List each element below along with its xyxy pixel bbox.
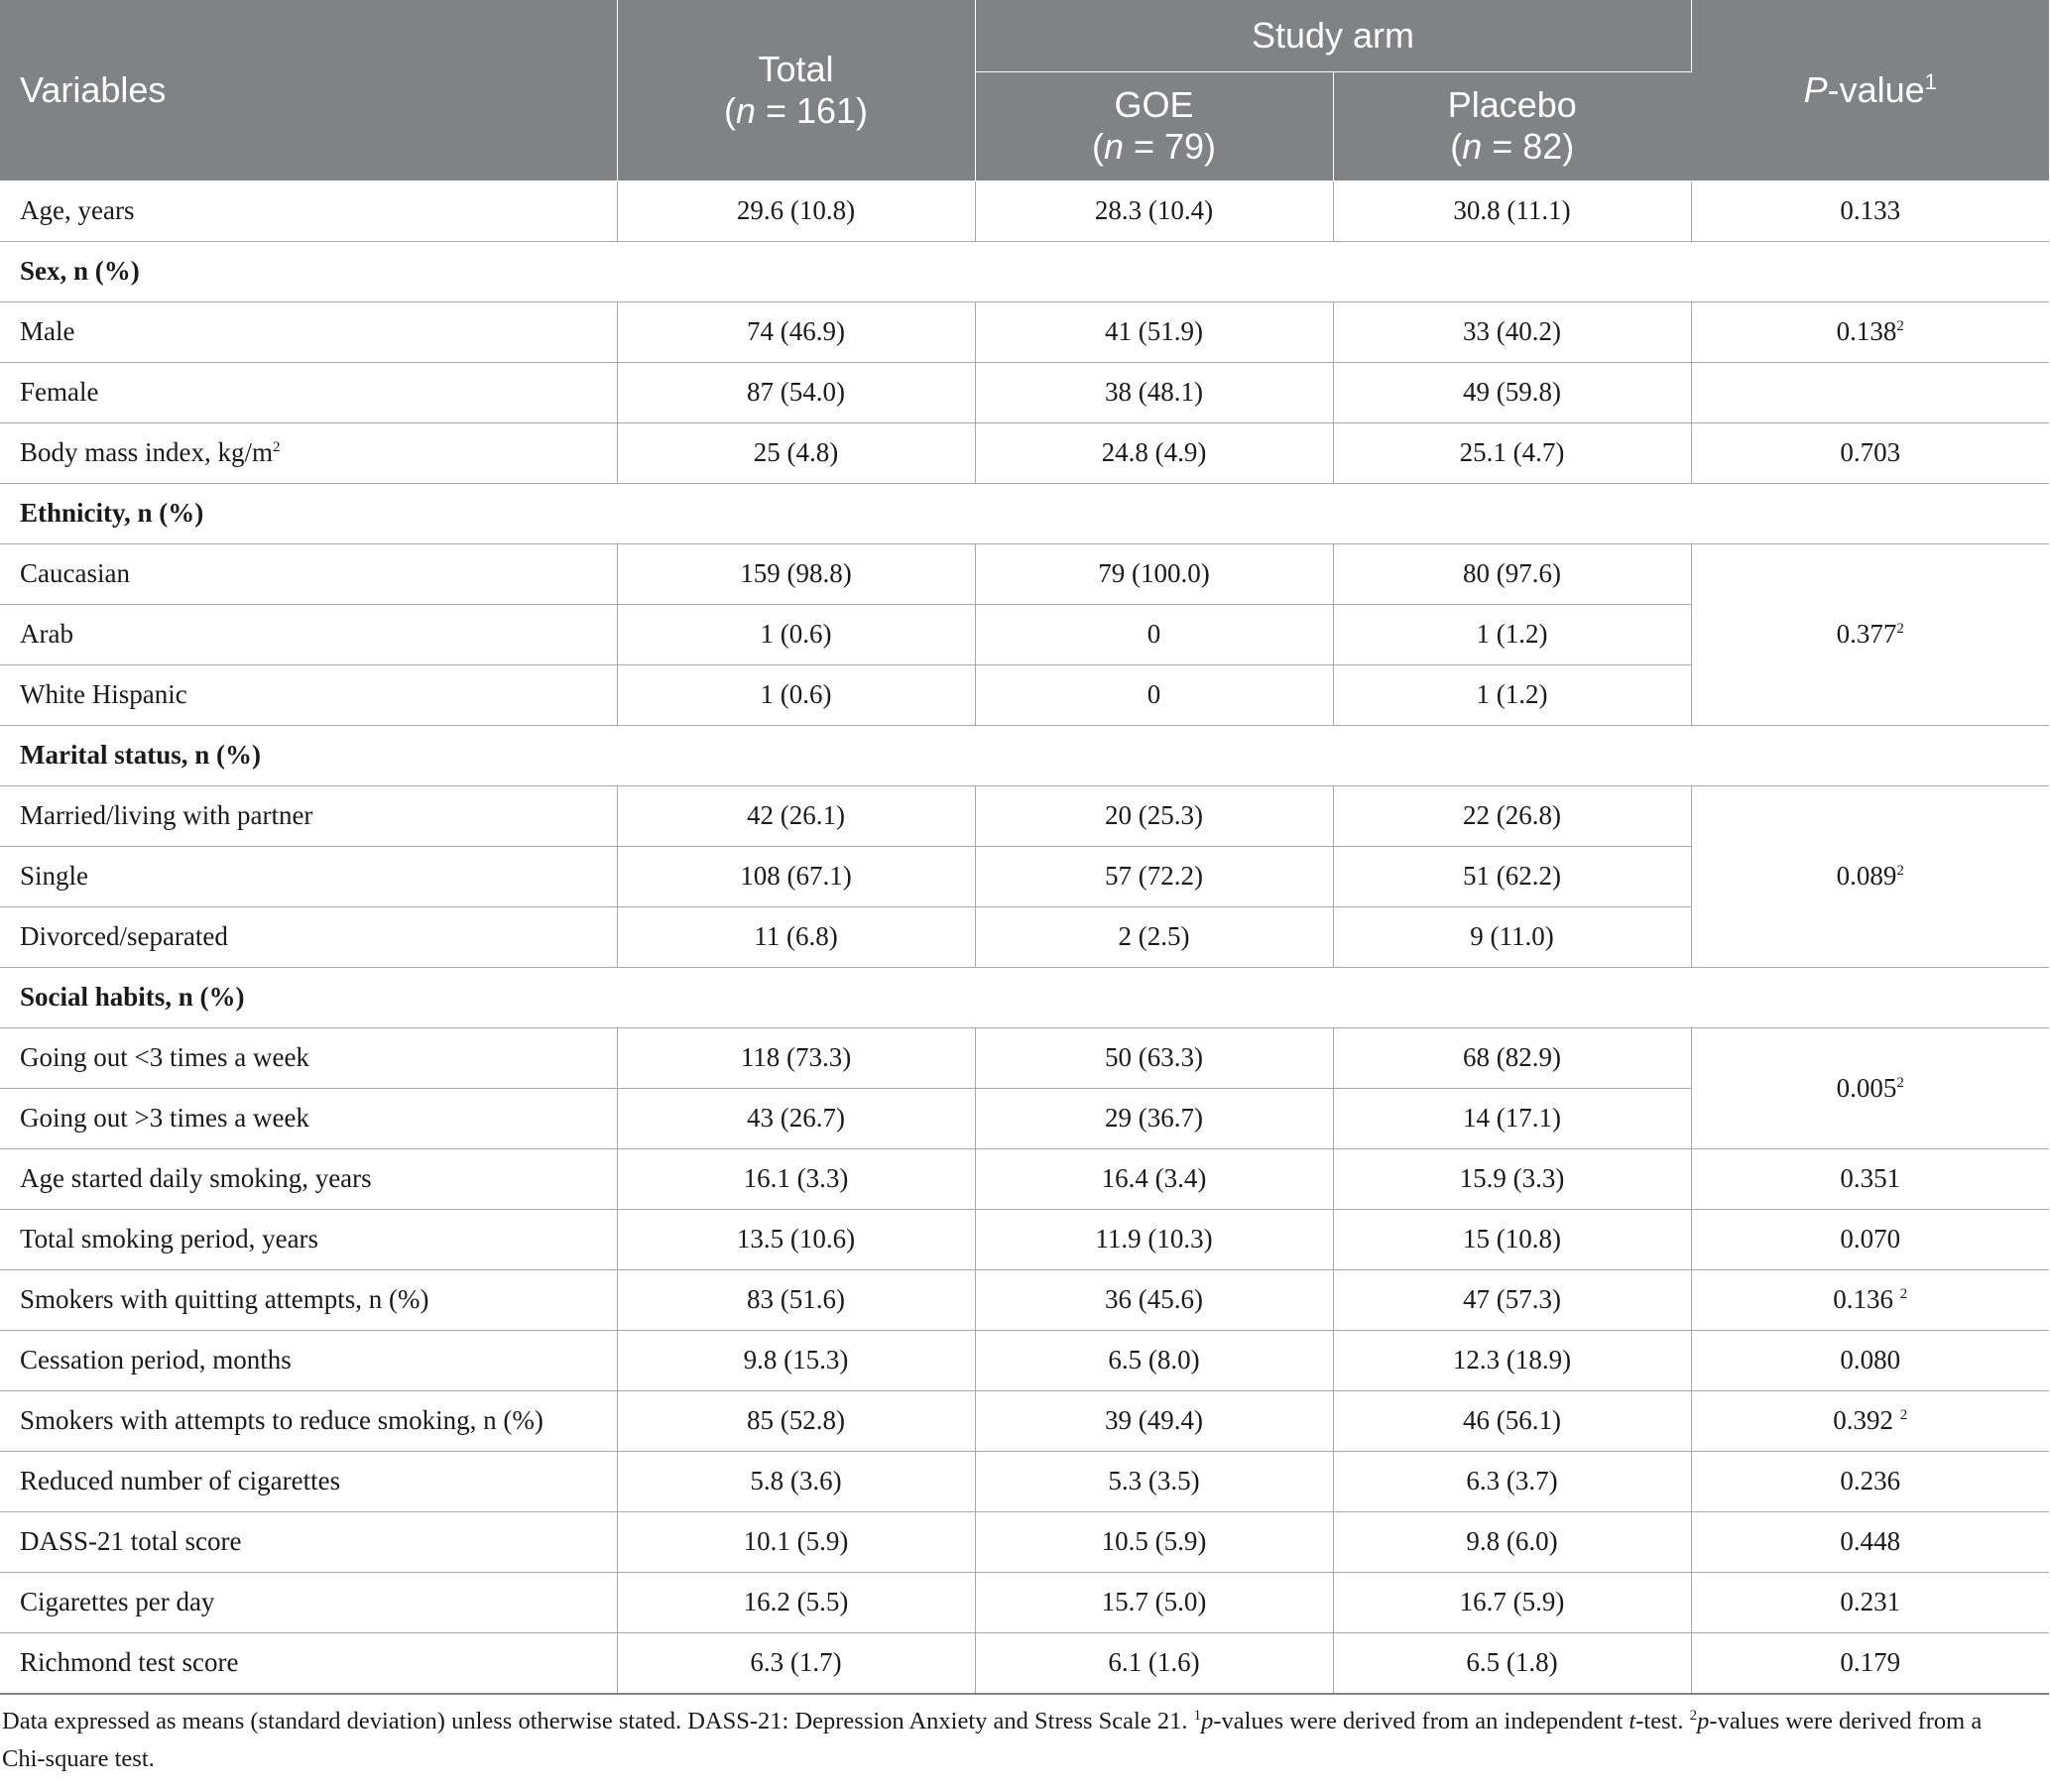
cell-placebo: 6.3 (3.7) — [1333, 1451, 1691, 1511]
table-row — [0, 1269, 2049, 1330]
cell-placebo: 15 (10.8) — [1333, 1209, 1691, 1269]
cell-placebo: 49 (59.8) — [1333, 362, 1691, 422]
cell-placebo: 1 (1.2) — [1333, 604, 1691, 664]
cell-pvalue: 0.231 — [1691, 1572, 2049, 1632]
cell-pvalue: 0.070 — [1691, 1209, 2049, 1269]
table-row — [0, 1511, 2049, 1572]
row-label: Richmond test score — [0, 1632, 617, 1694]
header-study-arm: Study arm — [975, 0, 1691, 71]
cell-placebo: 33 (40.2) — [1333, 301, 1691, 362]
header-total — [617, 0, 975, 180]
cell-total: 6.3 (1.7) — [617, 1632, 975, 1694]
cell-goe: 6.5 (8.0) — [975, 1330, 1333, 1390]
cell-pvalue: 0.179 — [1691, 1632, 2049, 1694]
cell-goe: 16.4 (3.4) — [975, 1148, 1333, 1209]
cell-placebo: 25.1 (4.7) — [1333, 422, 1691, 483]
table-body — [0, 180, 2049, 1694]
cell-total: 13.5 (10.6) — [617, 1209, 975, 1269]
cell-goe: 39 (49.4) — [975, 1390, 1333, 1451]
cell-total: 16.2 (5.5) — [617, 1572, 975, 1632]
row-label: Cessation period, months — [0, 1330, 617, 1390]
cell-goe: 57 (72.2) — [975, 846, 1333, 906]
row-label: Female — [0, 362, 617, 422]
cell-total: 118 (73.3) — [617, 1027, 975, 1088]
table-row — [0, 1330, 2049, 1390]
cell-total: 85 (52.8) — [617, 1390, 975, 1451]
table-row — [0, 301, 2049, 362]
cell-total: 87 (54.0) — [617, 362, 975, 422]
header-placebo-n: (n = 82) — [1450, 126, 1575, 167]
cell-goe: 24.8 (4.9) — [975, 422, 1333, 483]
row-label: Going out <3 times a week — [0, 1027, 617, 1088]
cell-goe: 6.1 (1.6) — [975, 1632, 1333, 1694]
cell-placebo: 9.8 (6.0) — [1333, 1511, 1691, 1572]
cell-goe: 38 (48.1) — [975, 362, 1333, 422]
cell-pvalue: 0.138$^2$ — [1691, 301, 2049, 362]
header-placebo — [1333, 71, 1691, 180]
row-label: Total smoking period, years — [0, 1209, 617, 1269]
cell-pvalue: 0.703 — [1691, 422, 2049, 483]
row-label: Arab — [0, 604, 617, 664]
cell-total: 16.1 (3.3) — [617, 1148, 975, 1209]
cell-goe: 20 (25.3) — [975, 785, 1333, 846]
cell-total: 11 (6.8) — [617, 906, 975, 967]
cell-goe: 0 — [975, 604, 1333, 664]
row-label: Age started daily smoking, years — [0, 1148, 617, 1209]
header-pvalue: P-value$^1$ — [1691, 0, 2049, 180]
cell-total: 43 (26.7) — [617, 1088, 975, 1148]
header-placebo-label: Placebo — [1447, 84, 1577, 125]
cell-pvalue — [1691, 362, 2049, 422]
cell-pvalue: 0.448 — [1691, 1511, 2049, 1572]
cell-pvalue: 0.133 — [1691, 180, 2049, 241]
cell-total: 83 (51.6) — [617, 1269, 975, 1330]
table-row — [0, 1027, 2049, 1088]
cell-placebo: 68 (82.9) — [1333, 1027, 1691, 1088]
cell-total: 1 (0.6) — [617, 664, 975, 725]
table-row — [0, 1632, 2049, 1694]
cell-placebo: 15.9 (3.3) — [1333, 1148, 1691, 1209]
header-variables: Variables — [0, 0, 617, 180]
cell-total: 29.6 (10.8) — [617, 180, 975, 241]
row-label: Reduced number of cigarettes — [0, 1451, 617, 1511]
header-goe-label: GOE — [1114, 84, 1194, 125]
cell-placebo: 22 (26.8) — [1333, 785, 1691, 846]
header-total-n: (n = 161) — [723, 89, 869, 131]
row-label: Caucasian — [0, 543, 617, 604]
row-label: Body mass index, $kg/m^2$ — [0, 422, 617, 483]
cell-goe: 15.7 (5.0) — [975, 1572, 1333, 1632]
section-ethnicity: Ethnicity, n (%) — [0, 483, 2049, 543]
table-row — [0, 1148, 2049, 1209]
header-goe-n: (n = 79) — [1091, 126, 1217, 167]
cell-goe: 11.9 (10.3) — [975, 1209, 1333, 1269]
cell-pvalue: 0.377$^2$ — [1691, 543, 2049, 725]
cell-total: 9.8 (15.3) — [617, 1330, 975, 1390]
cell-placebo: 80 (97.6) — [1333, 543, 1691, 604]
cell-total: 159 (98.8) — [617, 543, 975, 604]
cell-total: 25 (4.8) — [617, 422, 975, 483]
cell-placebo: 6.5 (1.8) — [1333, 1632, 1691, 1694]
table-row — [0, 543, 2049, 604]
row-label: Married/living with partner — [0, 785, 617, 846]
row-label: Going out >3 times a week — [0, 1088, 617, 1148]
section-row — [0, 967, 2049, 1027]
cell-goe: 50 (63.3) — [975, 1027, 1333, 1088]
cell-total: 10.1 (5.9) — [617, 1511, 975, 1572]
cell-pvalue: 0.236 — [1691, 1451, 2049, 1511]
cell-total: 1 (0.6) — [617, 604, 975, 664]
cell-goe: 10.5 (5.9) — [975, 1511, 1333, 1572]
table-footnote: Data expressed as means (standard deviation) unless otherwise stated. DASS-21: Depression Anxiety and Stress Scale 21. $^1$p-values were derived from an independent t-test. $^2$p-values were derived from a Chi-square test. — [2, 1707, 1983, 1772]
table-row — [0, 1390, 2049, 1451]
table-row — [0, 785, 2049, 846]
table-row — [0, 422, 2049, 483]
row-label: Male — [0, 301, 617, 362]
cell-goe: 36 (45.6) — [975, 1269, 1333, 1330]
section-row — [0, 725, 2049, 785]
cell-placebo: 12.3 (18.9) — [1333, 1330, 1691, 1390]
section-row — [0, 483, 2049, 543]
cell-total: 42 (26.1) — [617, 785, 975, 846]
row-label: Single — [0, 846, 617, 906]
row-label: Divorced/separated — [0, 906, 617, 967]
row-label: Smokers with quitting attempts, n (%) — [0, 1269, 617, 1330]
header-total-label: Total — [758, 48, 834, 89]
section-social: Social habits, n (%) — [0, 967, 2049, 1027]
cell-placebo: 51 (62.2) — [1333, 846, 1691, 906]
cell-goe: 28.3 (10.4) — [975, 180, 1333, 241]
cell-placebo: 16.7 (5.9) — [1333, 1572, 1691, 1632]
row-label: Smokers with attempts to reduce smoking, n (%) — [0, 1390, 617, 1451]
header-goe — [975, 71, 1333, 180]
cell-total: 5.8 (3.6) — [617, 1451, 975, 1511]
cell-pvalue: 0.080 — [1691, 1330, 2049, 1390]
section-sex: Sex, n (%) — [0, 241, 2049, 301]
row-label: Age, years — [0, 180, 617, 241]
table-row — [0, 1451, 2049, 1511]
table-row — [0, 1209, 2049, 1269]
cell-placebo: 9 (11.0) — [1333, 906, 1691, 967]
cell-pvalue: 0.351 — [1691, 1148, 2049, 1209]
row-label: DASS-21 total score — [0, 1511, 617, 1572]
cell-total: 74 (46.9) — [617, 301, 975, 362]
table-header — [0, 0, 2049, 180]
cell-goe: 5.3 (3.5) — [975, 1451, 1333, 1511]
cell-goe: 29 (36.7) — [975, 1088, 1333, 1148]
section-marital: Marital status, n (%) — [0, 725, 2049, 785]
cell-goe: 41 (51.9) — [975, 301, 1333, 362]
table-row — [0, 362, 2049, 422]
cell-placebo: 14 (17.1) — [1333, 1088, 1691, 1148]
cell-pvalue: 0.392 $^2$ — [1691, 1390, 2049, 1451]
cell-pvalue: 0.136 $^2$ — [1691, 1269, 2049, 1330]
cell-goe: 79 (100.0) — [975, 543, 1333, 604]
cell-goe: 0 — [975, 664, 1333, 725]
cell-placebo: 30.8 (11.1) — [1333, 180, 1691, 241]
row-label: White Hispanic — [0, 664, 617, 725]
table-row — [0, 180, 2049, 241]
cell-placebo: 1 (1.2) — [1333, 664, 1691, 725]
cell-pvalue: 0.089$^2$ — [1691, 785, 2049, 967]
cell-goe: 2 (2.5) — [975, 906, 1333, 967]
cell-total: 108 (67.1) — [617, 846, 975, 906]
table-row — [0, 1572, 2049, 1632]
cell-pvalue: 0.005$^2$ — [1691, 1027, 2049, 1148]
cell-placebo: 47 (57.3) — [1333, 1269, 1691, 1330]
row-label: Cigarettes per day — [0, 1572, 617, 1632]
cell-placebo: 46 (56.1) — [1333, 1390, 1691, 1451]
section-row — [0, 241, 2049, 301]
